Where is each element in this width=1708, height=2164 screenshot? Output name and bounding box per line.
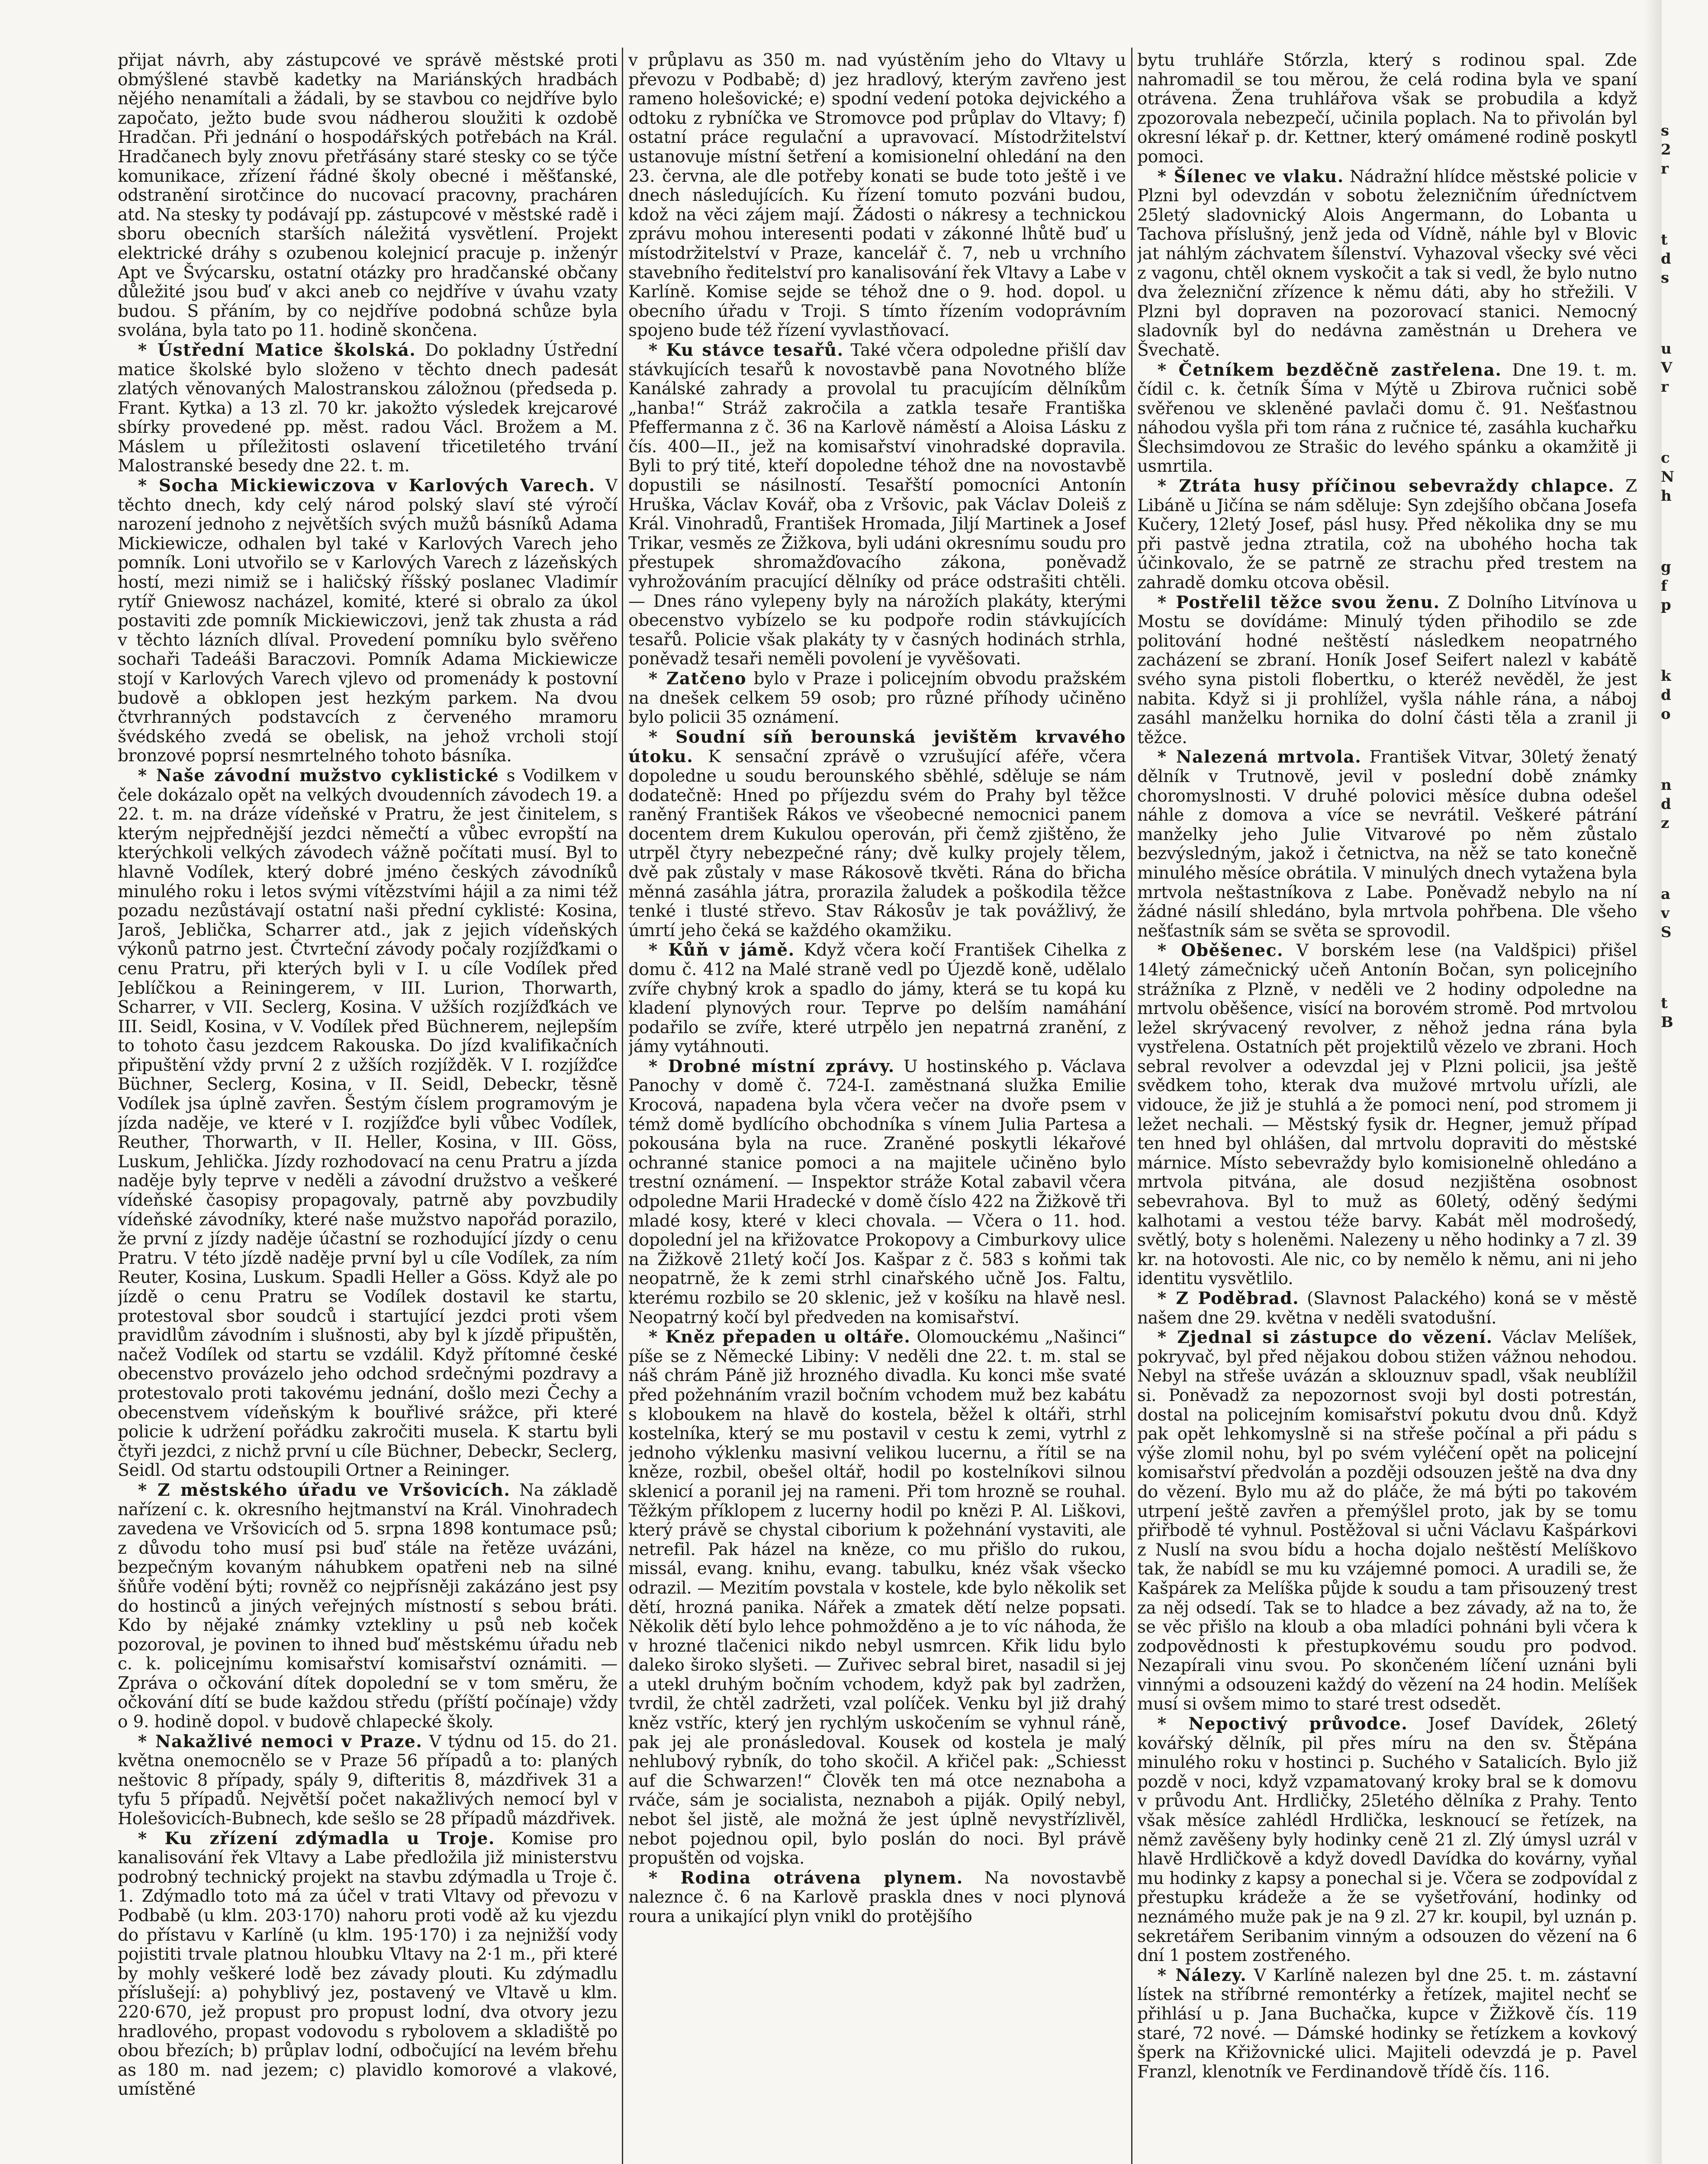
- article-continuation: [118, 51, 618, 341]
- article-headline: * Nalezená mrtvola.: [1157, 747, 1362, 767]
- article-headline: * Nepoctivý průvodce.: [1157, 1714, 1408, 1734]
- article-body: Na základě nařízení c. k. okresního hejtmanství na Král. Vinohradech zavedena ve Vršovicích od 5. srpna 1898 kontumace psů; z důvodu toho musí psi buď stále na řetěze uvázáni, bezpečným kovaným náhubkem opatřeni neb na silné šňůře vodění býti; rovněž co nejpřísněji zakázáno jest psy do hostinců a jiných veřejných místností s sebou bráti. Kdo by nějaké známky vztekliny u psů neb koček pozoroval, je povinen to ihned buď městskému úřadu neb c. k. policejnímu komisařství komisařství oznámiti. — Zpráva o očkování dítek dopolední se v tom směru, že očkování dítí se bude každou středu (příští počínaje) vždy o 9. hodině dopol. v budově chlapecké školy.: [118, 1480, 618, 1732]
- article-headline: * Ku stávce tesařů.: [648, 340, 844, 360]
- edge-fragment-letter: u: [1661, 340, 1672, 357]
- edge-fragment-letter: n: [1661, 776, 1672, 794]
- article-headline: * Ku zřízení zdýmadla u Troje.: [138, 1828, 495, 1848]
- news-article: [628, 669, 1126, 728]
- edge-fragment-letter: V: [1661, 359, 1673, 377]
- edge-fragment-letter: N: [1661, 468, 1675, 486]
- news-article: [1137, 167, 1637, 361]
- news-article: [1137, 1289, 1637, 1328]
- article-body: Když včera kočí František Cihelka z domu č. 412 na Malé straně vedl po Újezdě koně, udělalo zvíře chybný krok a spadlo do jámy, která se tu kopá ku kladení plynových rour. Teprve po delším namáhání podařilo se zvíře, které utrpělo jen nepatrná zranění, z jámy vytáhnouti.: [628, 940, 1126, 1057]
- article-body: U hostinského p. Václava Panochy v domě č. 724-I. zaměstnaná služka Emilie Krocová, napadena byla včera večer na dvoře psem v témž domě bydlícího obchodníka s vínem Julia Partesa a pokousána byla na ruce. Zraněné poskytli lékařové ochranné stanice pomoci a na majitele učiněno bylo trestní oznámení. — Inspektor stráže Kotal zabavil včera odpoledne Marii Hradecké v domě číslo 422 na Žižkově tři mladé kosy, které v kleci chovala. — Včera o 11. hod. dopolední jel na křižovatce Prokopovy a Cimburkovy ulice na Žižkově 21letý kočí Jos. Kašpar z č. 583 s koňmi tak neopatrně, že k zemi strhl cinařského učně Jos. Faltu, kterému rozbilo se 20 sklenic, jež v košíku na hlavě nesl. Neopatrný kočí byl předveden na komisařství.: [628, 1056, 1126, 1327]
- article-headline: * Z městského úřadu ve Vršovicích.: [138, 1480, 511, 1500]
- article-headline: * Postřelil těžce svou ženu.: [1157, 592, 1440, 612]
- news-article: [628, 1327, 1126, 1868]
- news-article: [118, 1481, 618, 1732]
- article-headline: * Zatčeno: [648, 669, 747, 689]
- article-headline: * Nakažlivé nemoci v Praze.: [138, 1731, 423, 1752]
- article-headline: * Oběšenec.: [1157, 940, 1284, 961]
- article-headline: * Drobné místní zprávy.: [648, 1056, 895, 1076]
- news-article: [628, 1057, 1126, 1327]
- edge-fragment-letter: h: [1661, 487, 1672, 505]
- article-headline: * Šílenec ve vlaku.: [1157, 166, 1344, 187]
- text-column-left: [118, 51, 618, 2164]
- edge-fragment-letter: t: [1661, 231, 1668, 248]
- news-article: [118, 1732, 618, 1829]
- article-body: V týdnu od 15. do 21. května onemocnělo se v Praze 56 případů a to: planých neštovic 8 případy, spály 9, difteritis 8, mázdřivek 31 a tyfu 5 případů. Největší počet nakažlivých nemocí byl v Holešovicích-Bubnech, kde sešlo se 28 případů mázdřivek.: [118, 1732, 618, 1829]
- news-article: [118, 341, 618, 476]
- article-continuation: [1137, 51, 1637, 167]
- article-headline: * Četníkem bezděčně zastřelena.: [1157, 360, 1502, 380]
- article-headline: * Nálezy.: [1157, 1965, 1247, 1985]
- news-article: [118, 1829, 618, 2100]
- news-article: [628, 728, 1126, 941]
- column-divider: [1131, 48, 1132, 2164]
- article-body: Dne 19. t. m. čídil c. k. četník Šíma v Mýtě u Zbirova ručnici sobě svěřenou ve skleněné pavlači domu č. 91. Nešťastnou náhodou vyšla při tom rána z ručnice té, zasáhla kuchařku Šlechsimdovou ze Strašic do levého spánku a okamžitě ji usmrtila.: [1137, 360, 1637, 477]
- article-body: Z Dolního Litvínova u Mostu se dovídáme: Minulý týden přihodilo se zde politování hodné neštěstí následkem neopatrného zacházení se zbraní. Honík Josef Seifert nalezl v kabátě svého syna pistoli flobertku, o kteréž nevěděl, že jest nabita. Když si ji prohlížel, vyšla náhle rána, a náboj zasáhl manželku hornika do dolní části těla a zranil ji těžce.: [1137, 593, 1637, 747]
- edge-fragment-letter: k: [1661, 667, 1671, 685]
- edge-fragment-letter: t: [1661, 995, 1668, 1012]
- article-headline: * Kůň v jámě.: [648, 940, 795, 960]
- news-article: [118, 766, 618, 1481]
- article-headline: * Rodina otrávena plynem.: [648, 1868, 963, 1888]
- edge-fragment-letter: d: [1661, 250, 1671, 267]
- article-body: V těchto dnech, kdy celý národ polský slaví sté výročí narození jednoho z největších svých mužů básníků Adama Mickiewicze, odhalen byl také v Karlových Varech jeho pomník. Loni utvořilo se v Karlových Varech z lázeňských hostí, mezi nimiž se i haličský říšský poslanec Vladimír rytíř Gniewosz nacházel, komité, které si obralo za úkol postaviti zde pomník Mickiewiczovi, jenž tak zhusta a rád v těchto lázních dlíval. Provedení pomníku bylo svěřeno sochaři Tadeáši Baraczovi. Pomník Adama Mickiewicze stojí v Karlových Varech vjlevo od promenády k postovní budově a obklopen jest hezkým parkem. Na dvou čtvrhranných podstavcích z červeného mramoru švédského zvedá se obelisk, na jehož vrcholi stojí bronzové poprsí nesmrtelného tohoto básníka.: [118, 476, 618, 766]
- news-article: [1137, 361, 1637, 477]
- article-body: bylo v Praze i policejním obvodu pražském na dnešek celkem 59 osob; pro různé příhody učiněno bylo policii 35 oznámení.: [628, 669, 1126, 728]
- news-article: [1137, 593, 1637, 748]
- article-headline: * Z Poděbrad.: [1157, 1288, 1299, 1308]
- edge-fragment-letter: s: [1661, 122, 1669, 139]
- news-article: [1137, 1966, 1637, 2082]
- article-headline: * Soudní síň berounská jevištěm krvavého útoku.: [628, 727, 1126, 767]
- edge-fragment-letter: S: [1661, 924, 1672, 941]
- edge-fragment-letter: d: [1661, 795, 1671, 813]
- edge-fragment-letter: z: [1661, 815, 1669, 832]
- news-article: [628, 1868, 1126, 1927]
- article-body: Do pokladny Ústřední matice školské bylo složeno v těchto dnech padesát zlatých věnovaných Malostranskou záložnou (předseda p. Frant. Kytka) a 13 zl. 70 kr. jakožto výsledek krejcarové sbírky provedené pp. měst. radou Václ. Brožem a M. Máslem u příležitosti oslavení třicetiletého trvání Malostranské besedy dne 22. t. m.: [118, 340, 618, 476]
- article-body: K sensační zprávě o vzrušující aféře, včera dopoledne u soudu berounského sběhlé, sděluje se nám dodatečně: Hned po příjezdu svém do Prahy byl těžce raněný František Rákos ve všeobecné nemocnici panem docentem drem Kukulou operován, při čemž zjištěno, že utrpěl čtyry nebezpečné rány; dvě kulky projely tělem, dvě pak zůstaly v mase Rákosově tkvěti. Rána do břicha měnná zasáhla játra, prorazila žaludek a poškodila těžce tenké i tlusté střevo. Stav Rákosův je tak povážlivý, že úmrtí jeho čeká se každého okamžiku.: [628, 747, 1126, 940]
- edge-fragment-letter: s: [1661, 269, 1669, 287]
- article-body: Z Libáně u Jičína se nám sděluje: Syn zdejšího občana Josefa Kučery, 12letý Josef, pásl husy. Před několika dny se mu při pastvě jedna ztratila, což na ubohého hocha tak účinkovalo, že se patrně ze strachu před trestem na zahradě domku otcova oběsil.: [1137, 477, 1637, 593]
- article-headline: * Naše závodní mužstvo cyklistické: [138, 765, 499, 786]
- edge-fragment-letter: d: [1661, 686, 1671, 704]
- news-article: [628, 940, 1126, 1057]
- column-divider: [622, 48, 623, 2164]
- edge-fragment-letter: a: [1661, 886, 1671, 903]
- adjacent-page-fragment: [1661, 121, 1695, 2155]
- article-body: František Vitvar, 30letý ženatý dělník v Trutnově, jevil v poslední době známky choromyslnosti. V druhé polovici měsíce dubna odešel náhle z domova a více se nevrátil. Veškeré pátrání manželky jeho Julie Vitvarové po něm zůstalo bezvýsledným, jakož i četnictva, na něž se tato konečně minulého měsíce obrátila. V minulých dnech vytažena byla mrtvola neštastníkova z Labe. Poněvadž nebylo na ní žádné násilí shledáno, byla mrtvola pohřbena. Dle všeho nešťastník sám se světa se sprovodil.: [1137, 747, 1637, 941]
- article-body: přijat návrh, aby zástupcové ve správě městské proti obmýšlené stavbě kadetky na Mariánských hradbách nějého nenamítali a žádali, by se stavbou co nejdříve bylo započato, ježto bude svou nádherou sloužiti k ozdobě Hradčan. Při jednání o hospodářských potřebách na Král. Hradčanech byly znovu přetřásány staré stesky co se týče komunikace, zřízení řádné školy obecné i měšťanské, odstranění sirotčince do nucovací pracovny, pracháren atd. Na stesky ty podávají pp. zástupcové v městské radě i sboru obecních starších náležitá vysvětlení. Projekt elektrické dráhy s ozubenou kolejnicí pracuje p. inženýr Apt ve Švýcarsku, ostatní otázky pro hradčanské občany důležité jsou buď v akci aneb co nejdříve v úvahu vzaty budou. S přáním, by co nejdříve podobná schůze byla svolána, byla tato po 11. hodině skončena.: [118, 51, 618, 341]
- edge-fragment-letter: f: [1661, 577, 1667, 595]
- article-body: bytu truhláře Stőrzla, který s rodinou spal. Zde nahromadil se tou měrou, že celá rodina byla ve spaní otrávena. Žena truhlářova však se probudila a když zpozorovala nebezpečí, učinila poplach. Na to přivolán byl okresní lékař p. dr. Kettner, který omámené rodině poskytl pomoci.: [1137, 51, 1637, 167]
- edge-fragment-letter: g: [1661, 558, 1671, 576]
- adjacent-page-edge: [1644, 0, 1662, 2164]
- edge-fragment-letter: B: [1661, 1014, 1673, 1031]
- news-article: [1137, 747, 1637, 941]
- news-article: [1137, 477, 1637, 593]
- edge-fragment-letter: 2: [1661, 141, 1671, 158]
- article-headline: * Kněz přepaden u oltáře.: [648, 1327, 911, 1347]
- article-headline: * Zjednal si zástupce do vězení.: [1157, 1327, 1493, 1348]
- edge-fragment-letter: p: [1661, 596, 1671, 614]
- article-body: Na novostavbě naleznce č. 6 na Karlově praskla dnes v noci plynová roura a unikající plyn vnikl do protějšího: [628, 1868, 1126, 1926]
- article-body: V Karlíně nalezen byl dne 25. t. m. zástavní lístek na stříbrné remontérky a řetízek, majitel nechť se přihlásí u p. Jana Buchačka, kupce v Žižkově čís. 119 staré, 72 nové. — Dámské hodinky se řetízkem a kovkový šperk na Křižovnické ulici. Majiteli odevzdá je p. Pavel Franzl, klenotník ve Ferdinandově třídě čís. 116.: [1137, 1965, 1637, 2082]
- article-body: Komise pro kanalisování řek Vltavy a Labe předložila již ministerstvu podrobný technický projekt na stavbu zdýmadla u Troje č. 1. Zdýmadlo toto má za účel v trati Vltavy od převozu v Podbabě (u klm. 203·170) nahoru proti vodě až ku vjezdu do přístavu v Karlíně (u klm. 195·170) i za nejnižší vody pojistiti trvale platnou hloubku Vltavy na 2·1 m., při které by mohly veškeré lodě bez závady plouti. Ku zdýmadlu příslušejí: a) pohyblivý jez, postavený ve Vltavě u klm. 220·670, jež propust pro propust lodní, dva otvory jezu hradlového, propast vodovodu s rybolovem a skladiště po obou březích; b) průplav lodní, odbočující na levém břehu as 180 m. nad jezem; c) plavidlo komorové a vlakové, umístěné: [118, 1829, 618, 2100]
- news-article: [1137, 1328, 1637, 1714]
- news-article: [1137, 1714, 1637, 1966]
- article-body: s Vodilkem v čele dokázalo opět na velkých dvoudenních závodech 19. a 22. t. m. na dráze vídeňské v Pratru, že jest činitelem, s kterým nejpřednější jezdci němečtí a vůbec evropští na kterýchkoli velkých závodech vážně počítati musí. Byl to hlavně Vodílek, který dobré jméno českých závodníků minulého roku i letos svými vítězstvími hájil a za nimi též pozadu nezůstávají ostatní naši přední cyklisté: Kosina, Jaroš, Jeblička, Scharrer atd., jak z jejich vídeňských výkonů patrno jest. Čtvrteční závody počaly rozjížďkami o cenu Pratru, při kterých byli v I. u cíle Vodílek před Jeblíčkou a Reiningerem, v III. Lurion, Thorwarth, Scharrer, v VII. Seclerg, Kosina. V užších rozjížďkách ve III. Seidl, Kosina, v V. Vodílek před Büchnerem, nejlepším to tohoto času jezdcem Rakouska. Do jízd kvalifikačních připuštění vždy první 2 z užších rozjížděk. V I. rozjížďce Büchner, Seclerg, Kosina, v II. Seidl, Debeckr, těsně Vodílek jsa úplně zavřen. Šestým číslem programovým je jízda naděje, ve které v I. rozjížďce byli vůbec Vodílek, Reuther, Thorwarth, v II. Heller, Kosina, v III. Göss, Luskum, Jehlička. Jízdy rozhodovací na cenu Pratru a jízda naděje byly teprve v neděli a závodní družstvo a veškeré vídeňské časopisy propagovaly, patrně aby povzbudily vídeňské závodníky, které naše mužstvo napořád porazilo, že první z jízdy naděje účastní se rozhodující jízdy o cenu Pratru. V této jízdě naděje první byl u cíle Vodílek, za ním Reuter, Kosina, Luskum. Spadli Heller a Göss. Když ale po jízdě o cenu Pratru se Vodílek dostavil ke startu, protestoval sbor soudců i startující jezdci proti všem pravidlům závodním i slušnosti, aby byl k jízdě připuštěn, načež Vodílek od startu se vzdálil. Když přítomné české obecenstvo provázelo jeho odchod srdečnými pozdravy a protestovalo proti takovému jednání, došlo mezi Čechy a obecenstvem vídeňským k bouřlivé srážce, při které policie k udržení pořádku zakročiti musela. K startu byli čtyři jezdci, z nichž první u cíle Büchner, Debeckr, Seclerg, Seidl. Od startu odstoupili Ortner a Reininger.: [118, 766, 618, 1481]
- article-headline: * Socha Mickiewiczova v Karlových Varech.: [138, 476, 595, 496]
- news-article: [118, 476, 618, 766]
- news-article: [628, 341, 1126, 669]
- article-body: (Slavnost Palackého) koná se v městě našem dne 29. května v neděli svatodušní.: [1137, 1289, 1637, 1328]
- edge-fragment-letter: c: [1661, 449, 1670, 467]
- edge-fragment-letter: r: [1661, 378, 1669, 396]
- article-body: v průplavu as 350 m. nad vyústěním jeho do Vltavy u převozu v Podbabě; d) jez hradlový, kterým zavřeno jest rameno holešovické; e) spodní vedení potoka dejvického a odtoku z rybníčka ve Stromovce pod průplav do Vltavy; f) ostatní práce regulační a upravovací. Místodržitelství ustanovuje místní šetření a komisionelní ohledání na den 23. června, ale dle potřeby konati se bude toto ještě i ve dnech následujících. Ku řízení tomuto pozváni budou, kdož na věci zájem mají. Žádosti o nákresy a technickou zprávu mohou interesenti podati v zákonné lhůtě buď u místodržitelství v Praze, kancelář č. 7, neb u vrchního stavebního ředitelství pro kanalisování řek Vltavy a Labe v Karlíně. Komise sejde se téhož dne o 9. hod. dopol. u obecního úřadu v Troji. S tímto řízením vodoprávním spojeno bude též řízení vyvlastňovací.: [628, 51, 1126, 341]
- article-body: Josef Davídek, 26letý kovářský dělník, pil přes míru na den sv. Štěpána minulého roku v hostinci p. Suchého v Satalicích. Bylo již pozdě v noci, když vzpamatovaný kroky bral se k domovu v průvodu Ant. Hrdličky, 25letého dělníka z Prahy. Tento však měsíce zahlédl Hrdlička, lesknoucí se řetízek, na němž zavěšeny byly hodinky ceně 21 zl. Zlý úmysl uzrál v hlavě Hrdličkově a když dovedl Davídka do kovárny, vyňal mu hodinky z kapsy a ponechal si je. Včera se zodpovídal z přestupku krádeže a že se vyšetřování, hodinky od neznámého muže pak je na 9 zl. 27 kr. koupil, byl uznán p. sekretářem Seribanim vinným a odsouzen do vězení na 6 dní 1 postem zostřeného.: [1137, 1714, 1637, 1966]
- edge-fragment-letter: r: [1661, 160, 1669, 177]
- article-body: Také včera odpoledne přišlí dav stávkujících tesařů k novostavbě pana Novotného blíže Kanálské zahrady a provolal tu pracujícím dělníkům „hanba!“ Stráž zakročila a zatkla tesaře Františka Pfeffermanna z č. 36 na Karlově náměstí a Aloisa Lásku z čís. 400—II., jež na komisařství vinohradské dopravila. Byli to prý tité, kteří dopoledne téhož dne na novostavbě dopustili se násilností. Tesařští pomocníci Antonín Hruška, Václav Kovář, oba z Vršovic, pak Václav Doleiš z Král. Vinohradů, František Hromada, Jiljí Martinek a Josef Trikar, vesměs ze Žižkova, byli udáni okresnímu soudu pro přestupek shromažďovacího zákona, poněvadž vyhrožováním pracující dělníky od práce odstrašiti chtěli. — Dnes ráno vylepeny byly na nárožích plakáty, kterými obecenstvo vybízelo se ku podpoře rodin stávkujících tesařů. Policie však plakáty ty v časných hodinách strhla, poněvadž tesaři neměli povolení je vyvěšovati.: [628, 340, 1126, 669]
- article-body: Olomouckému „Našinci“ píše se z Německé Libiny: V neděli dne 22. t. m. stal se náš chrám Páně již hrozného divadla. Ku konci mše svaté před požehnáním vrazil bočním vchodem muž bez kabátu s kloboukem na hlavě do kostela, běžel k oltáři, strhl kostelníka, který se mu postavil v cestu k zemi, vytrhl z jednoho výklenku masivní velikou lucernu, a řítil se na kněze, rozbil, obešel oltář, hodil po kostelníkovi silnou sklenicí a poranil jej na rameni. Při tom hrozně se rouhal. Těžkým příklopem z lucerny hodil po knězi P. Al. Liškovi, který právě se chystal ciborium k požehnání vystaviti, ale netrefil. Pak házel na kněze, co mu přišlo do rukou, missál, evang. knihu, evang. tabulku, knéz však všecko odrazil. — Mezitím povstala v kostele, kde bylo několik set dětí, hrozná panika. Nářek a zmatek dětí nelze popsati. Několik dětí bylo lehce pohmožděno a je to víc náhoda, že v hrozné tlačenici nikdo nebyl usmrcen. Křik lidu bylo daleko široko slyšeti. — Zuřivec sebral biret, nasadil si jej a utekl druhým bočním vchodem, když pak byl zadržen, tvrdil, že chtěl zadržeti, vzal políček. Venku byl již drahý kněz vstříc, který jen rychlým uskočením se vyhnul ráně, pak jej ale pronásledoval. Kousek od kostela je malý nehlubový rybník, do toho skočil. A křičel pak: „Schiesst auf die Schwarzen!“ Člověk ten má otce neznaboha a rváče, sám je socialista, neznaboh a piják. Opilý nebyl, nebot šel jistě, ale možná že jest úplně nevystřízlivěl, nebot pojednou opil, bylo poslán do noci. Byl právě propuštěn od vojska.: [628, 1327, 1126, 1868]
- news-article: [1137, 941, 1637, 1289]
- edge-fragment-letter: v: [1661, 905, 1669, 922]
- article-body: Václav Melíšek, pokryvač, byl před nějakou dobou stižen vážnou nehodou. Nebyl na střeše uvázán a sklouznuv spadl, však neublížil si. Poněvadž za nepozornost svoji byl dosti potrestán, dostal na policejním komisařství pokutu dvou dnů. Když pak opět lehkomyslně si na střeše počínal a při pádu s výše zlomil nohu, byl po svém vyléčení opět na policejní komisařství předvolán a později odsouzen ještě na dva dny do vězení. Bylo mu až do pláče, že má býti po takovém utrpení ještě zavřen a přemýšlel proto, jak by se tomu přiřbodě té vyhnul. Postěžoval si učni Václavu Kašpárkovi z Nuslí na svou bídu a hocha dojalo neštěstí Melíškovo tak, že nabídl se mu ku vzájemné pomoci. A uradili se, že Kašpárek za Melíška půjde k soudu a tam přisouzený trest za něj odsedí. Tak se to hladce a bez závady, až na to, že se věc přišlo na kloub a oba mladíci pohnáni byli včera k zodpovědnosti k přestupkovému soudu pro podvod. Nezapírali vinu svou. Po skončeném líčení uznáni byli vinnými a odsouzeni každý do vězení na 24 hodin. Melíšek musí si ovšem mimo to staré trest odsedět.: [1137, 1328, 1637, 1714]
- article-body: V borském lese (na Valdšpici) přišel 14letý zámečnický učeň Antonín Bočan, syn policejního strážníka z Plzně, v neděli ve 2 hodiny odpoledne na mrtvolu oběšence, visící na borovém stromě. Pod mrtvolou ležel skrývacený revolver, z něhož jedna rána byla vystřelena. Ostatních pět projektilů vězelo ve zbrani. Hoch sebral revolver a odevzdal jej v Plzni policii, jsa ještě svědkem toho, kterak dva mužové mrtvolu uřízli, ale vidouce, že již je stuhlá a že pomoci není, pod stromem ji ležet nechali. — Městský fysik dr. Hegner, jemuž případ ten hned byl ohlášen, dal mrtvolu dopraviti do městské márnice. Místo sebevraždy bylo komisionelně ohledáno a mrtvola pitvána, ale dosud nezjištěna osobnost sebevrahova. Byl to muž as 60letý, oděný šedými kalhotami a vestou téže barvy. Kabát měl modrošedý, světlý, boty s holeněmi. Nalezeny u něho hodinky a 7 zl. 39 kr. na hotovosti. Ale nic, co by nemělo k němu, ani ni jeho identitu vysvětlilo.: [1137, 941, 1637, 1289]
- article-body: Nádražní hlídce městské policie v Plzni byl odevzdán v sobotu železničním úředníctvem 25letý sladovnický Alois Angermann, do Lobanta u Tachova příslušný, jenž jeda od Vídně, náhle byl v Blovic jat náhlým záchvatem šílenství. Vyhazoval všecky své věci z vagonu, chtěl oknem vyskočit a tak si vedl, že bylo nutno dva železniční zřízence k němu dáti, aby ho střežili. V Plzni byl dopraven na pozorovací stanici. Nemocný sladovník byl do nedávna zaměstnán u Drehera ve Švechatě.: [1137, 167, 1637, 360]
- text-column-right: [1137, 51, 1637, 2164]
- text-column-middle: [628, 51, 1126, 2164]
- article-headline: * Ústřední Matice školská.: [138, 340, 416, 360]
- edge-fragment-letter: o: [1661, 705, 1671, 723]
- article-continuation: [628, 51, 1126, 341]
- article-headline: * Ztráta husy příčinou sebevraždy chlapce.: [1157, 476, 1615, 496]
